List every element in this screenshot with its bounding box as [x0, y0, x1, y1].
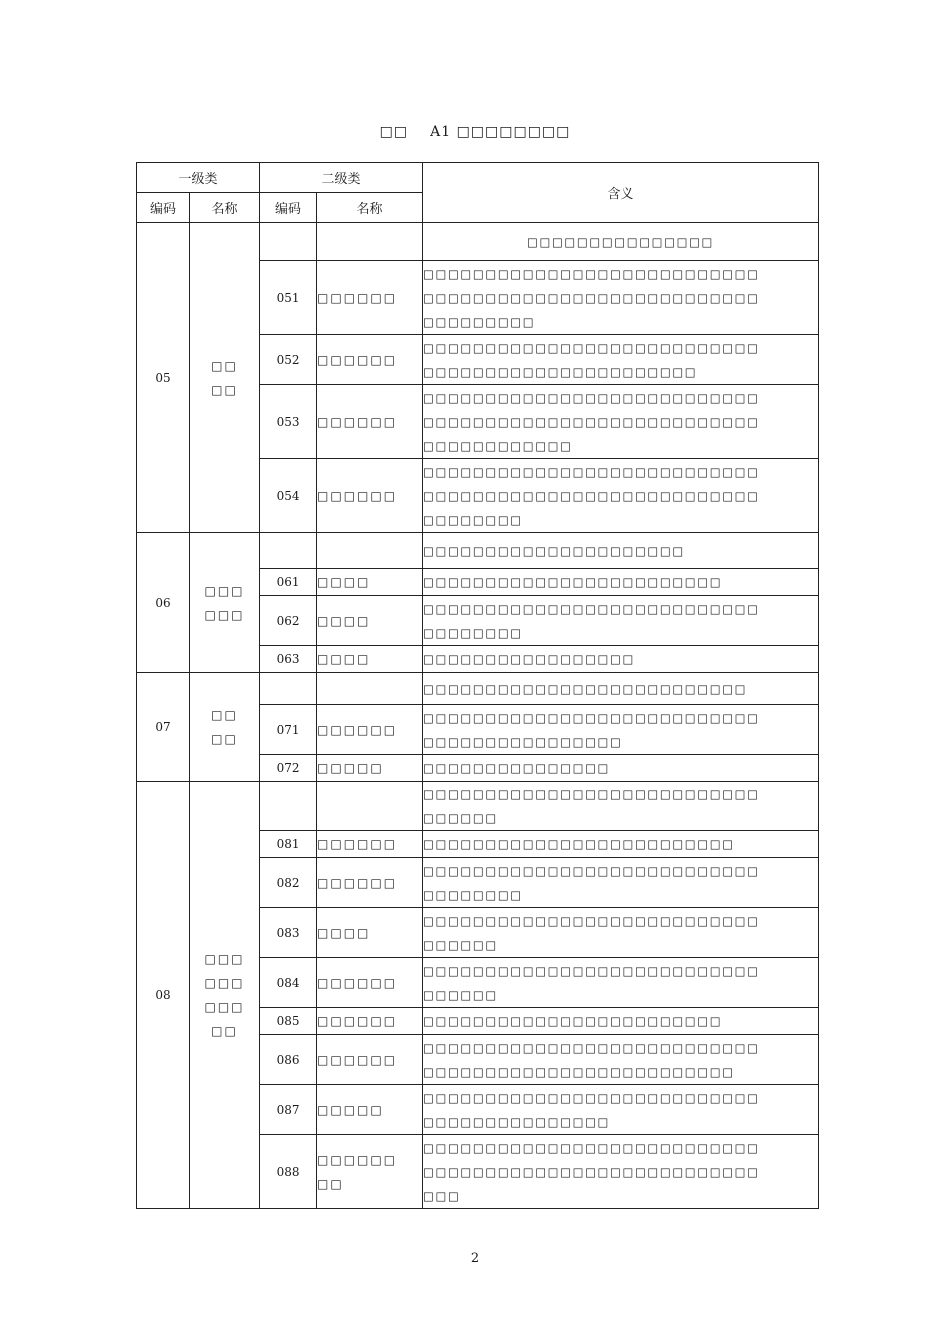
- level2-name: [317, 705, 423, 755]
- level2-code: 082: [260, 858, 317, 908]
- level1-name-line: □□: [211, 382, 238, 397]
- level2-name-line: □□□□□□: [317, 1052, 398, 1067]
- level2-name: [317, 831, 423, 858]
- description-line: □□□□□□□□□□□□□□□□□□□□□□□□□□□: [423, 1164, 760, 1179]
- description-line: □□□□□□□□□□□□□□□□□□□□□□□□□□□: [423, 710, 760, 725]
- level2-description: [423, 831, 819, 858]
- header-level2: 二级类: [260, 163, 423, 193]
- description-line: □□□□□□□□□□□□□□□□□□□□□: [423, 543, 685, 558]
- level2-name-line: □□□□: [317, 652, 371, 666]
- level2-code: 051: [260, 261, 317, 335]
- level1-name-line: □□□: [204, 976, 245, 990]
- header-meaning: 含义: [423, 163, 819, 223]
- level1-code: 05: [137, 223, 190, 533]
- table-row: [137, 223, 819, 261]
- level1-name-line: □□□: [204, 607, 245, 622]
- description-line: □□□□□□□□: [423, 625, 523, 640]
- description-line: □□□□□□□□□□□□□□□: [527, 234, 715, 249]
- description-line: □□□□□□: [423, 937, 498, 952]
- level2-code-empty: [260, 223, 317, 261]
- level1-description: [423, 782, 819, 831]
- level2-name: [317, 385, 423, 459]
- description-line: □□□□□□□□□□□□□□□□□□□□□□□□□□□: [423, 414, 760, 429]
- level1-name: [190, 673, 260, 782]
- classification-table: [136, 162, 819, 1209]
- level2-description: [423, 1008, 819, 1035]
- level2-name-line: □□□□□□: [317, 1014, 398, 1028]
- level2-description: [423, 261, 819, 335]
- level2-code-empty: [260, 533, 317, 569]
- level2-description: [423, 958, 819, 1008]
- level1-name-line: □□: [211, 1024, 238, 1038]
- level1-name-line: □□□: [204, 1000, 245, 1014]
- description-line: □□□□□□□□□□□□□□□□□□□□□□□□□□□: [423, 464, 760, 479]
- description-line: □□□□□□□□□□□□□□□□□□□□□□□□□□□: [423, 488, 760, 503]
- level2-code: 052: [260, 335, 317, 385]
- level2-code: 053: [260, 385, 317, 459]
- description-line: □□□□□□□□□□□□□□□□□□□□□□□□□: [423, 1064, 735, 1079]
- level1-name: [190, 782, 260, 1209]
- level2-name-line: □□□□□□: [317, 875, 398, 890]
- description-line: □□□□□□□□□□□□□□□: [423, 761, 611, 775]
- description-line: □□□□□□□□□□□□□□□□□□□□□□□□□□□: [423, 1040, 760, 1055]
- description-line: □□□□□□□□□□□□□□□: [423, 1114, 611, 1129]
- level2-name: [317, 459, 423, 533]
- level2-description: [423, 705, 819, 755]
- description-line: □□□□□□□□□□□□□□□□□□□□□□□□□□□: [423, 266, 760, 281]
- level2-name-empty: [317, 782, 423, 831]
- level2-name-line: □□□□□: [317, 761, 384, 775]
- description-line: □□□□□□□□□□□□□□□□□□□□□□□□□□□: [423, 913, 760, 928]
- description-line: □□□□□□□□□□□□□□□□□□□□□□□□□□□: [423, 787, 760, 801]
- level1-code: 06: [137, 533, 190, 673]
- level1-name-line: □□□: [204, 583, 245, 598]
- level1-name-line: □□□: [204, 952, 245, 966]
- level2-code-empty: [260, 673, 317, 705]
- description-line: □□□□□□□□□□□□□□□□□□□□□□□□: [423, 575, 723, 589]
- header-level1-name: 名称: [190, 193, 260, 223]
- level2-code: 071: [260, 705, 317, 755]
- level2-name-line: □□: [317, 1176, 344, 1191]
- level2-name-empty: [317, 223, 423, 261]
- description-line: □□□□□□□□□□□□□□□□□□□□□□□□□□□: [423, 1090, 760, 1105]
- level2-code: 063: [260, 646, 317, 673]
- caption-title: □□□□□□□□: [456, 124, 571, 140]
- description-line: □□□□□□□□□□□□□□□□□□□□□□□□□□□: [423, 1140, 760, 1155]
- level2-name: [317, 646, 423, 673]
- level2-name: [317, 261, 423, 335]
- level2-name: [317, 1135, 423, 1209]
- level1-code: 07: [137, 673, 190, 782]
- description-line: □□□□□□□□□□□□□□□□: [423, 734, 623, 749]
- level2-description: [423, 335, 819, 385]
- description-line: □□□□□□□□□□□□□□□□□□□□□□□□□: [423, 837, 735, 851]
- level1-description: [423, 673, 819, 705]
- header-level2-code: 编码: [260, 193, 317, 223]
- level2-code: 081: [260, 831, 317, 858]
- level2-name: [317, 1008, 423, 1035]
- level2-name: [317, 858, 423, 908]
- table-body: [137, 223, 819, 1209]
- description-line: □□□□□□□□□: [423, 314, 536, 329]
- level2-name-line: □□□□: [317, 613, 371, 628]
- level2-description: [423, 646, 819, 673]
- description-line: □□□□□□□□□□□□□□□□□□□□□□□□□□□: [423, 390, 760, 405]
- description-line: □□□□□□□□□□□□: [423, 438, 573, 453]
- description-line: □□□□□□□□□□□□□□□□□: [423, 652, 635, 666]
- level2-name-empty: [317, 673, 423, 705]
- caption-prefix: □□: [379, 124, 409, 140]
- level2-name-line: □□□□□□: [317, 488, 398, 503]
- level2-name-line: □□□□: [317, 575, 371, 589]
- level2-name-line: □□□□□: [317, 1102, 384, 1117]
- level2-name-empty: [317, 533, 423, 569]
- level1-name-line: □□: [211, 732, 238, 746]
- level2-name-line: □□□□□□: [317, 414, 398, 429]
- description-line: □□□□□□□□□□□□□□□□□□□□□□: [423, 364, 698, 379]
- level2-code: 085: [260, 1008, 317, 1035]
- level2-code: 062: [260, 596, 317, 646]
- level2-name-line: □□□□: [317, 925, 371, 940]
- level2-name: [317, 1035, 423, 1085]
- level1-name: [190, 223, 260, 533]
- header-level1: 一级类: [137, 163, 260, 193]
- level2-description: [423, 459, 819, 533]
- level2-name-line: □□□□□□: [317, 722, 398, 737]
- table-row: [137, 782, 819, 831]
- table-caption: [0, 124, 950, 140]
- level2-description: [423, 596, 819, 646]
- description-line: □□□: [423, 1188, 461, 1203]
- level2-code: 072: [260, 755, 317, 782]
- level2-code: 084: [260, 958, 317, 1008]
- level2-code: 087: [260, 1085, 317, 1135]
- description-line: □□□□□□□□□□□□□□□□□□□□□□□□: [423, 1014, 723, 1028]
- header-level1-code: 编码: [137, 193, 190, 223]
- table-row: [137, 533, 819, 569]
- description-line: □□□□□□: [423, 987, 498, 1002]
- level1-name-line: □□: [211, 358, 238, 373]
- level2-description: [423, 385, 819, 459]
- page-number: 2: [470, 1251, 480, 1266]
- description-line: □□□□□□: [423, 811, 498, 825]
- level2-name: [317, 335, 423, 385]
- level2-code: 054: [260, 459, 317, 533]
- level2-description: [423, 569, 819, 596]
- level2-name: [317, 958, 423, 1008]
- description-line: □□□□□□□□□□□□□□□□□□□□□□□□□□□: [423, 963, 760, 978]
- description-line: □□□□□□□□: [423, 512, 523, 527]
- description-line: □□□□□□□□□□□□□□□□□□□□□□□□□□□: [423, 601, 760, 616]
- level2-name: [317, 596, 423, 646]
- description-line: □□□□□□□□□□□□□□□□□□□□□□□□□□: [423, 681, 748, 696]
- level2-name-line: □□□□□□: [317, 975, 398, 990]
- level2-code-empty: [260, 782, 317, 831]
- level1-name: [190, 533, 260, 673]
- level2-description: [423, 755, 819, 782]
- level2-description: [423, 1085, 819, 1135]
- level2-name: [317, 755, 423, 782]
- description-line: □□□□□□□□: [423, 887, 523, 902]
- table-row: [137, 673, 819, 705]
- level1-name-line: □□: [211, 708, 238, 722]
- header-level2-name: 名称: [317, 193, 423, 223]
- level2-code: 086: [260, 1035, 317, 1085]
- description-line: □□□□□□□□□□□□□□□□□□□□□□□□□□□: [423, 340, 760, 355]
- level2-description: [423, 1135, 819, 1209]
- level1-description: [423, 533, 819, 569]
- level2-name: [317, 908, 423, 958]
- level2-name: [317, 1085, 423, 1135]
- level1-code: 08: [137, 782, 190, 1209]
- level2-name: [317, 569, 423, 596]
- level2-name-line: □□□□□□: [317, 290, 398, 305]
- level2-description: [423, 858, 819, 908]
- description-line: □□□□□□□□□□□□□□□□□□□□□□□□□□□: [423, 290, 760, 305]
- level2-description: [423, 1035, 819, 1085]
- level2-code: 083: [260, 908, 317, 958]
- level2-name-line: □□□□□□: [317, 352, 398, 367]
- level2-name-line: □□□□□□: [317, 1152, 398, 1167]
- level2-description: [423, 908, 819, 958]
- description-line: □□□□□□□□□□□□□□□□□□□□□□□□□□□: [423, 863, 760, 878]
- level2-name-line: □□□□□□: [317, 837, 398, 851]
- level2-code: 088: [260, 1135, 317, 1209]
- level1-description: [423, 223, 819, 261]
- caption-table-id: A1: [430, 124, 452, 140]
- level2-code: 061: [260, 569, 317, 596]
